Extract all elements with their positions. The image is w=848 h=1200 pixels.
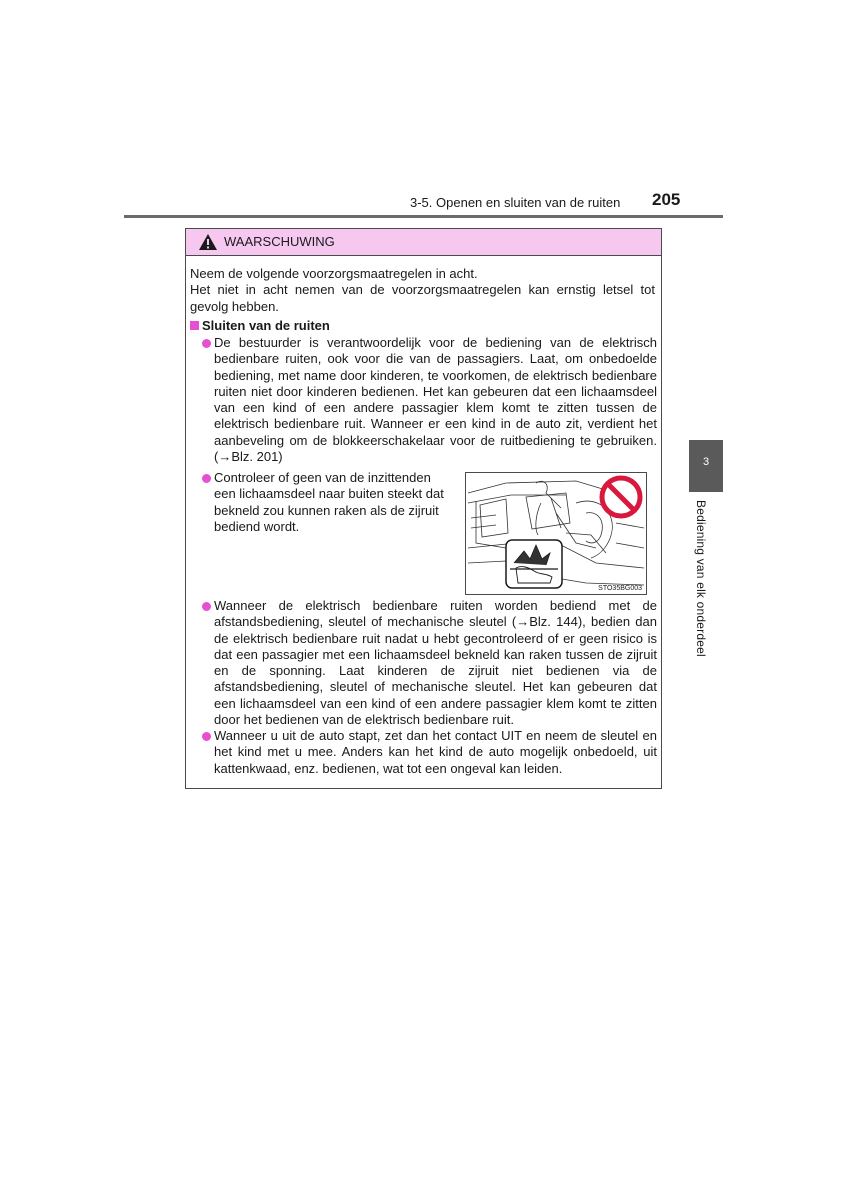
chapter-label: Bediening van elk onderdeel bbox=[694, 500, 708, 657]
bullet-text: De bestuurder is verantwoordelijk voor de bediening van de elektrisch bedienbare ruiten, ook voor die van de passagiers. Laat, om onbedoelde bediening, met name door kinderen, te voorkomen, de elektrisch bedienbare ruiten niet door kinderen bedienen. Het kan gebeuren dat een lichaamsdeel van een kind of een andere passagier klem komt te zitten tussen de elektrisch bedienbare ruit. Wanneer er een kind in de auto zit, verdient het aanbeveling om de blokkeerschakelaar voor de ruitbediening te gebruiken. (→Blz. 201) bbox=[214, 335, 657, 465]
chapter-number: 3 bbox=[702, 456, 710, 468]
bullet-text: Controleer of geen van de inzittenden een lichaamsdeel naar buiten steekt dat bekneld zou kunnen raken als de zijruit bediend wordt. bbox=[214, 470, 444, 534]
bullet-dot-icon bbox=[202, 339, 211, 348]
warning-title: WAARSCHUWING bbox=[224, 234, 335, 249]
subheading bbox=[190, 318, 330, 333]
bullet-item bbox=[214, 598, 657, 728]
subheading-text: Sluiten van de ruiten bbox=[202, 318, 330, 333]
bullet-text: Wanneer u uit de auto stapt, zet dan het contact UIT en neem de sleutel en het kind met u mee. Anders kan het kind de auto mogelijk onbedoeld, uit kattenkwaad, enz. bedienen, wat tot een ongeval kan leiden. bbox=[214, 728, 657, 776]
page-number: 205 bbox=[652, 190, 681, 209]
warning-box bbox=[185, 228, 662, 789]
section-title: 3-5. Openen en sluiten van de ruiten bbox=[410, 195, 621, 210]
subheading-square-icon bbox=[190, 321, 199, 330]
warning-triangle-icon bbox=[198, 233, 218, 251]
header-divider bbox=[124, 215, 723, 218]
bullet-item bbox=[214, 335, 657, 465]
bullet-item bbox=[214, 470, 454, 535]
prohibition-icon bbox=[602, 478, 640, 516]
intro-line-2: Het niet in acht nemen van de voorzorgsmaatregelen kan ernstig letsel tot gevolg hebben. bbox=[190, 282, 655, 314]
chapter-tab bbox=[689, 440, 723, 492]
bullet-dot-icon bbox=[202, 602, 211, 611]
bullet-dot-icon bbox=[202, 474, 211, 483]
warning-intro bbox=[190, 266, 655, 315]
car-window-illustration bbox=[465, 472, 647, 595]
bullet-item bbox=[214, 728, 657, 777]
illustration-code: STO35BG003 bbox=[598, 585, 642, 592]
bullet-text: Wanneer de elektrisch bedienbare ruiten worden bediend met de afstandsbediening, sleutel of mechanische sleutel (→Blz. 144), bedien dan de elektrisch bedienbare ruit nadat u hebt gecontroleerd of er geen risico is dat een passagier met een lichaamsdeel bekneld kan raken tussen de zijruit en de sponning. Laat kinderen de zijruit niet bedienen via de afstandsbediening, sleutel of mechanische sleutel. Het kan gebeuren dat een lichaamsdeel van een kind of een andere passagier klem komt te zitten door het bedienen van de elektrisch bedienbare ruit. bbox=[214, 598, 657, 728]
intro-line-1: Neem de volgende voorzorgsmaatregelen in acht. bbox=[190, 266, 478, 281]
warning-header bbox=[186, 229, 661, 256]
bullet-dot-icon bbox=[202, 732, 211, 741]
car-interior-drawing bbox=[466, 473, 646, 594]
